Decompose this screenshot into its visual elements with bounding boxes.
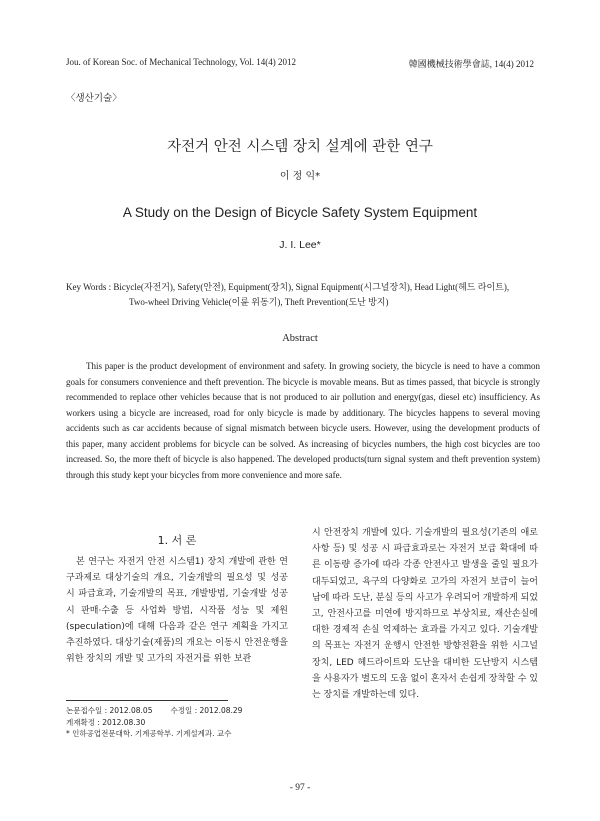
footnotes xyxy=(66,705,296,740)
received-date: 논문접수일 : 2012.08.05 xyxy=(66,706,153,715)
footnote-dates xyxy=(66,705,296,717)
section-heading-introduction: 1. 서 론 xyxy=(157,534,197,547)
author-english: J. I. Lee* xyxy=(279,239,321,251)
body-column-left xyxy=(66,532,288,667)
footnote-divider xyxy=(66,700,228,701)
keywords-line-1: Bicycle(자전거), Safety(안전), Equipment(장치), Signal Equipment(시그널장치), Head Light(헤드 라이트), xyxy=(113,282,510,292)
paper-title-english: A Study on the Design of Bicycle Safety System Equipment xyxy=(122,205,478,220)
introduction-paragraph-left: 본 연구는 자전거 안전 시스템1) 장치 개발에 관한 연구과제로 대상기술의 개요, 기술개발의 필요성 및 성공 시 파급효과, 기술개발의 목표, 개발방법, 기술개발 성공 시 판매·수출 등 사업화 방법, 시작품 성능 및 제원(speculation)에 대해 다음과 같은 연구 계획을 가지고 추진하였다. 대상기술(제품)의 개요는 이동시 안전운행을 위한 장치의 개발 및 고가의 자전거를 위한 보관 xyxy=(66,557,288,665)
journal-title-english: Jou. of Korean Soc. of Mechanical Technology, Vol. 14(4) 2012 xyxy=(66,57,296,67)
abstract-heading: Abstract xyxy=(282,333,318,344)
accepted-date: 게재확정 : 2012.08.30 xyxy=(66,717,146,727)
section-tag: 〈생산기술〉 xyxy=(66,93,122,104)
body-column-right xyxy=(312,525,538,703)
page-number: - 97 - xyxy=(289,783,311,793)
paper-title-korean: 자전거 안전 시스템 장치 설계에 관한 연구 xyxy=(167,139,433,155)
author-affiliation: * 인하공업전문대학. 기계공학부. 기계설계과. 교수 xyxy=(66,729,232,738)
journal-title-korean: 韓國機械技術學會誌, 14(4) 2012 xyxy=(408,59,534,69)
revised-date: 수정일 : 2012.08.29 xyxy=(170,706,243,715)
keywords-line-2: Two-wheel Driving Vehicle(이륜 위동기), Theft Prevention(도난 방지) xyxy=(129,297,389,307)
introduction-paragraph-right: 시 안전장치 개발에 있다. 기술개발의 필요성(기존의 애로사항 등) 및 성공 시 파급효과로는 자전거 보급 확대에 따른 이동량 증가에 따라 각종 안전사고 발생을 줄일 필요가 대두되었고, 욕구의 다양화로 고가의 자전거 보급이 늘어남에 따라 도난, 분실 등의 사고가 우려되어 개발하게 되었고, 안전사고를 미연에 방지하므로 부상치료, 재산손실에 대한 경제적 손실 억제하는 효과를 가지고 있다. 기술개발의 목표는 자전거 운행시 안전한 방향전환을 위한 시그널장치, LED 헤드라이트와 도난을 대비한 도난방지 시스템을 사용자가 별도의 도움 없이 혼자서 손쉽게 장착할 수 있는 장치를 개발하는데 있다. xyxy=(312,528,538,701)
keywords-label: Key Words : xyxy=(66,282,114,292)
keywords xyxy=(66,280,544,310)
author-korean: 이 정 익* xyxy=(279,171,321,182)
abstract-body: This paper is the product development of environment and safety. In growing society, the bicycle is need to have a common goals for consumers convenience and theft prevention. The bicycle is movable means. But as times passed, that bicycle is strongly recommended to replace other vehicles because that is not produced to air pollution and energy(gas, diesel etc) insufficiency. As workers using a bicycle are increased, road for only bicycle is made by additionary. The bicycles happens to several moving accidents such as car accidents because of signal mismatch between bicycle users. However, using the development products of this paper, many accident problems for bicycle can be solved. As increasing of bicycles numbers, the high cost bicycles are too increased. So, the more theft of bicycle is also happened. The developed products(turn signal system and theft prevention system) through this study kept your bicycles from more convenience and more safe. xyxy=(66,361,540,480)
